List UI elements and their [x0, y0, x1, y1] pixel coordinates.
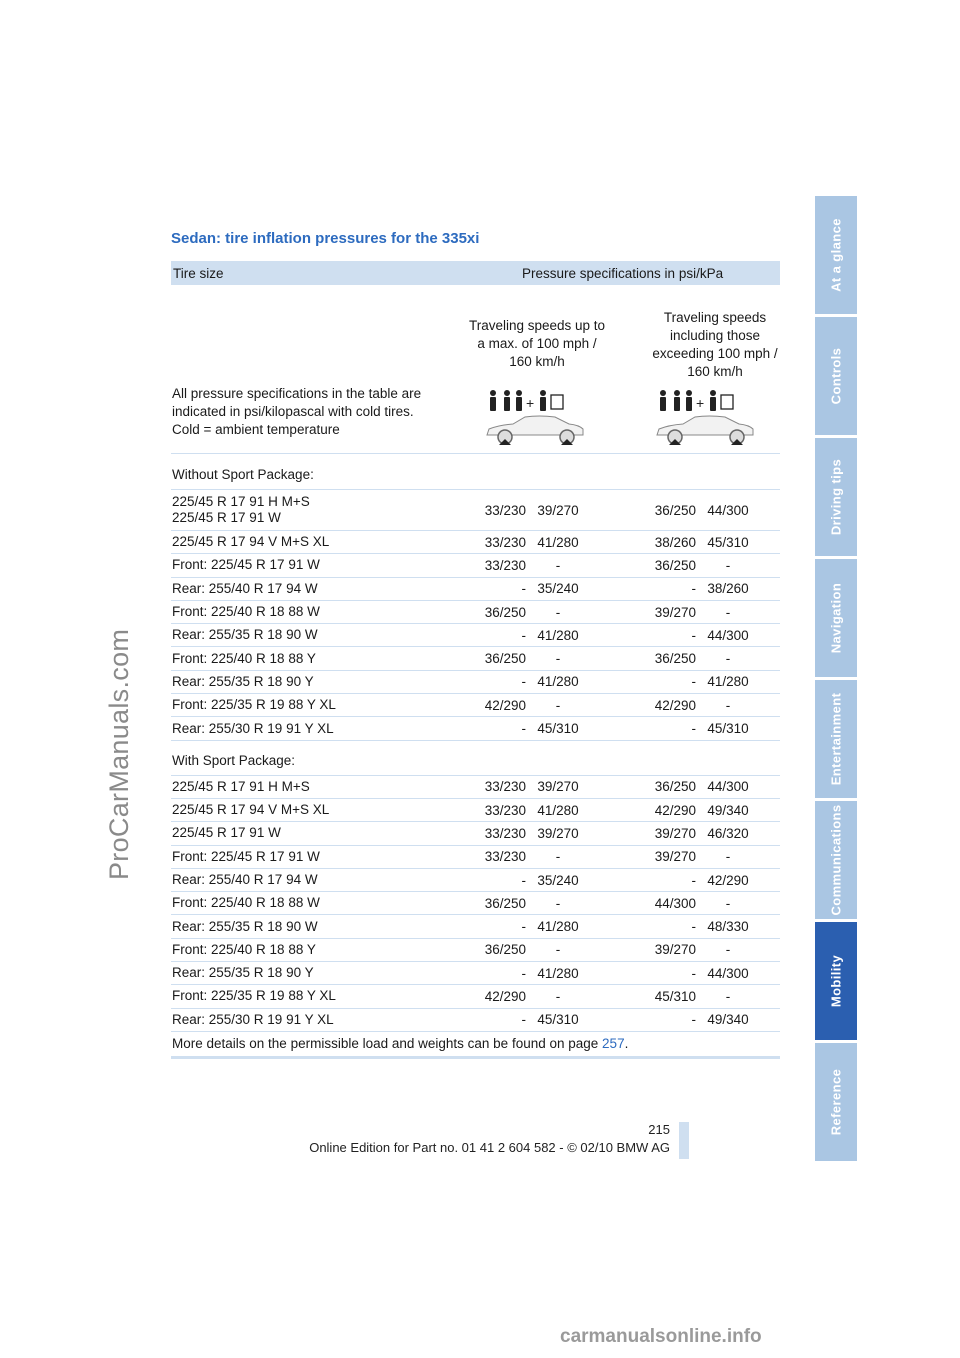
table-row [171, 892, 780, 915]
chapter-tab[interactable] [815, 680, 857, 798]
pressure-normal-front: - [521, 581, 526, 597]
pressure-high-front: 36/250 [654, 779, 696, 795]
pressure-normal-front: - [521, 627, 526, 643]
chapter-tab-label: At a glance [828, 218, 844, 292]
table-row [171, 671, 780, 694]
section-title: Sedan: tire inflation pressures for the 335xi [171, 230, 480, 247]
chapter-tab[interactable] [815, 1043, 857, 1161]
tire-size-cell: Rear: 255/35 R 18 90 W [172, 627, 318, 643]
pressure-high-rear: 45/310 [707, 534, 749, 550]
pressure-normal-rear: 41/280 [537, 534, 579, 550]
pressure-high-front: - [691, 627, 696, 643]
pressure-high-rear: 44/300 [707, 627, 749, 643]
svg-text:+: + [526, 395, 535, 411]
table-row [171, 869, 780, 892]
pressure-high-rear: - [725, 604, 731, 620]
page-number: 215 [648, 1122, 670, 1137]
chapter-tabs [815, 196, 857, 1164]
table-row [171, 578, 780, 601]
pressure-high-rear: 44/300 [707, 965, 749, 981]
pressure-normal-rear: - [555, 697, 561, 713]
pressure-high-front: - [691, 674, 696, 690]
pressure-normal-front: 42/290 [484, 697, 526, 713]
table-row [171, 776, 780, 799]
table-row [171, 985, 780, 1008]
table-row [171, 554, 780, 577]
pressure-high-front: - [691, 872, 696, 888]
pressure-normal-front: 33/230 [484, 849, 526, 865]
tire-size-cell: 225/45 R 17 94 V M+S XL [172, 802, 330, 818]
page-bar [679, 1122, 689, 1159]
tire-size-cell: 225/45 R 17 91 H M+S 225/45 R 17 91 W [172, 494, 310, 525]
watermark: ProCarManuals.com [104, 628, 134, 880]
pressure-normal-front: - [521, 872, 526, 888]
chapter-tab[interactable] [815, 196, 857, 314]
table-header [171, 261, 780, 285]
pressure-high-front: 42/290 [654, 802, 696, 818]
pressure-high-rear: 46/320 [707, 825, 749, 841]
pressure-high-rear: 42/290 [707, 872, 749, 888]
pressure-normal-rear: 41/280 [537, 919, 579, 935]
pressure-normal-rear: 45/310 [537, 721, 579, 737]
chapter-tab[interactable] [815, 559, 857, 677]
pressure-high-front: 39/270 [654, 942, 696, 958]
chapter-tab-label: Communications [828, 804, 844, 916]
tire-size-cell: Front: 225/35 R 19 88 Y XL [172, 988, 336, 1004]
pressure-high-rear: - [725, 849, 731, 865]
tire-size-cell: Front: 225/40 R 18 88 W [172, 895, 320, 911]
table-row [171, 846, 780, 869]
tire-size-cell: Front: 225/40 R 18 88 W [172, 604, 320, 620]
chapter-tab-label: Mobility [828, 954, 844, 1008]
pressure-normal-rear: 39/270 [537, 502, 579, 518]
pressure-high-rear: 49/340 [707, 1012, 749, 1028]
pressure-normal-front: 33/230 [484, 779, 526, 795]
without-sport-label: Without Sport Package: [171, 454, 780, 490]
pressure-normal-front: 36/250 [484, 604, 526, 620]
table-row [171, 647, 780, 670]
load-car-icon [479, 389, 591, 451]
pressure-normal-rear: 39/270 [537, 779, 579, 795]
pressure-normal-rear: - [555, 651, 561, 667]
page-link[interactable]: 257 [602, 1036, 625, 1052]
load-car-icon [649, 389, 761, 451]
chapter-tab-label: Controls [828, 347, 844, 405]
pressure-high-rear: 45/310 [707, 721, 749, 737]
pressure-normal-front: - [521, 721, 526, 737]
speed-condition-1: Traveling speeds up to a max. of 100 mph / 160 km/h [468, 318, 606, 369]
table-row [171, 1009, 780, 1032]
pressure-high-front: 39/270 [654, 849, 696, 865]
chapter-tab[interactable] [815, 317, 857, 435]
pressure-normal-front: 33/230 [484, 502, 526, 518]
chapter-tab-label: Entertainment [828, 692, 844, 786]
tire-size-cell: 225/45 R 17 91 H M+S [172, 778, 310, 794]
pressure-high-rear: - [725, 895, 731, 911]
pressure-high-front: 42/290 [654, 697, 696, 713]
pressure-normal-rear: 35/240 [537, 872, 579, 888]
pressure-normal-front: 33/230 [484, 825, 526, 841]
pressure-high-front: 38/260 [654, 534, 696, 550]
tire-size-cell: Rear: 255/35 R 18 90 Y [172, 965, 314, 981]
pressure-high-front: 36/250 [654, 557, 696, 573]
pressure-normal-rear: 35/240 [537, 581, 579, 597]
tire-size-cell: Rear: 255/40 R 17 94 W [172, 872, 318, 887]
pressure-normal-rear: 41/280 [537, 627, 579, 643]
pressure-normal-front: - [521, 674, 526, 690]
table-row [171, 822, 780, 845]
footnote-end: . [624, 1036, 629, 1052]
pressure-normal-front: - [521, 1012, 526, 1028]
tire-size-cell: 225/45 R 17 91 W [172, 825, 281, 841]
svg-text:+: + [696, 395, 705, 411]
table-row [171, 799, 780, 822]
pressure-high-rear: - [725, 988, 731, 1004]
pressure-normal-rear: - [555, 988, 561, 1004]
pressure-high-rear: - [725, 942, 731, 958]
tire-size-cell: Rear: 255/35 R 18 90 Y [172, 673, 314, 689]
pressure-normal-front: 33/230 [484, 802, 526, 818]
pressure-high-rear: 49/340 [707, 802, 749, 818]
table-row [171, 939, 780, 962]
pressure-normal-front: - [521, 965, 526, 981]
pressure-high-front: - [691, 1012, 696, 1028]
pressure-high-rear: 44/300 [707, 779, 749, 795]
header-tire-size: Tire size [173, 265, 224, 281]
pressure-normal-rear: - [555, 895, 561, 911]
pressure-high-rear: - [725, 697, 731, 713]
tire-size-cell: Front: 225/45 R 17 91 W [172, 557, 320, 573]
table-row [171, 915, 780, 938]
pressure-high-front: 44/300 [654, 895, 696, 911]
pressure-normal-rear: - [555, 849, 561, 865]
pressure-normal-rear: - [555, 604, 561, 620]
pressure-normal-front: 36/250 [484, 651, 526, 667]
pressure-normal-front: 33/230 [484, 557, 526, 573]
intro-row [171, 285, 780, 454]
pressure-normal-front: 33/230 [484, 534, 526, 550]
tire-pressure-table [171, 261, 780, 1059]
footnote [171, 1032, 780, 1059]
table-row [171, 624, 780, 647]
tire-size-cell: Front: 225/45 R 17 91 W [172, 848, 320, 864]
tire-size-cell: Rear: 255/30 R 19 91 Y XL [172, 1011, 334, 1027]
table-row [171, 601, 780, 624]
pressure-high-rear: - [725, 651, 731, 667]
pressure-high-front: 39/270 [654, 604, 696, 620]
pressure-high-front: - [691, 721, 696, 737]
pressure-high-rear: 48/330 [707, 919, 749, 935]
pressure-normal-front: - [521, 919, 526, 935]
tire-size-cell: Front: 225/40 R 18 88 Y [172, 941, 316, 957]
pressure-normal-rear: 45/310 [537, 1012, 579, 1028]
pressure-high-rear: 41/280 [707, 674, 749, 690]
pressure-normal-front: 36/250 [484, 942, 526, 958]
pressure-normal-rear: 39/270 [537, 825, 579, 841]
pressure-normal-rear: 41/280 [537, 965, 579, 981]
pressure-normal-rear: - [555, 942, 561, 958]
pressure-high-front: 39/270 [654, 825, 696, 841]
chapter-tab[interactable] [815, 922, 857, 1040]
without-sport-rows [171, 490, 780, 741]
with-sport-rows [171, 776, 780, 1032]
pressure-high-rear: 38/260 [707, 581, 749, 597]
chapter-tab[interactable] [815, 801, 857, 919]
tire-size-cell: Rear: 255/30 R 19 91 Y XL [172, 720, 334, 736]
table-row [171, 490, 780, 531]
header-pressure: Pressure specifications in psi/kPa [522, 265, 724, 281]
pressure-normal-rear: 41/280 [537, 674, 579, 690]
chapter-tab-label: Driving tips [828, 458, 844, 536]
chapter-tab[interactable] [815, 438, 857, 556]
edition-line: Online Edition for Part no. 01 41 2 604 582 - © 02/10 BMW AG [309, 1140, 670, 1155]
pressure-normal-front: 36/250 [484, 895, 526, 911]
pressure-high-rear: - [725, 557, 731, 573]
table-row [171, 694, 780, 717]
footnote-text: More details on the permissible load and weights can be found on page [172, 1036, 599, 1052]
pressure-high-rear: 44/300 [707, 502, 749, 518]
pressure-high-front: - [691, 965, 696, 981]
table-row [171, 962, 780, 985]
pressure-high-front: 45/310 [654, 988, 696, 1004]
pressure-high-front: - [691, 919, 696, 935]
speed-condition-2: Traveling speeds including those exceeding 100 mph / 160 km/h [652, 310, 778, 379]
pressure-normal-rear: - [555, 557, 561, 573]
with-sport-label: With Sport Package: [171, 741, 780, 776]
bottom-brand: carmanualsonline.info [560, 1326, 762, 1347]
tire-size-cell: Rear: 255/35 R 18 90 W [172, 918, 318, 934]
tire-size-cell: Front: 225/40 R 18 88 Y [172, 650, 316, 666]
pressure-normal-rear: 41/280 [537, 802, 579, 818]
chapter-tab-label: Reference [828, 1068, 844, 1136]
table-row [171, 717, 780, 740]
intro-text: All pressure specifications in the table are indicated in psi/kilopascal with cold tires. Cold = ambient temperature [172, 386, 422, 437]
tire-size-cell: Front: 225/35 R 19 88 Y XL [172, 697, 336, 713]
pressure-high-front: 36/250 [654, 502, 696, 518]
pressure-high-front: - [691, 581, 696, 597]
tire-size-cell: Rear: 255/40 R 17 94 W [172, 580, 318, 596]
tire-size-cell: 225/45 R 17 94 V M+S XL [172, 534, 330, 550]
pressure-normal-front: 42/290 [484, 988, 526, 1004]
pressure-high-front: 36/250 [654, 651, 696, 667]
table-row [171, 531, 780, 554]
chapter-tab-label: Navigation [828, 582, 844, 654]
